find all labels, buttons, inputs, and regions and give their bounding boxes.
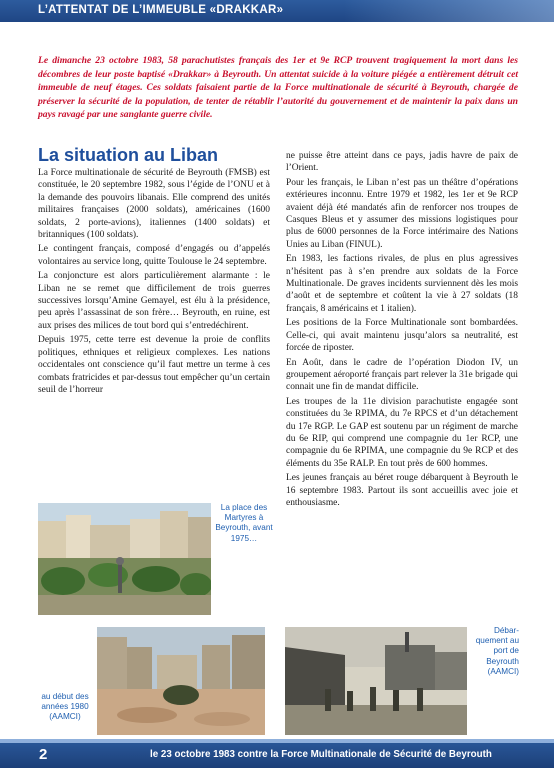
- paragraph: Depuis 1975, cette terre est devenue la proie de conflits politiques, ethniques et religieux complexes. Les nations occidentales ont conscience qu’il faut mettre un terme à ces combats fratricides et par-dessus tout empêcher qu’un certain seuil de l’horreur: [38, 335, 270, 395]
- paragraph: Le contingent français, composé d’engagés ou d’appelés volontaires au service long, quitte Toulouse le 24 septembre.: [38, 244, 270, 267]
- section-heading: La situation au Liban: [38, 145, 219, 165]
- paragraph: La conjoncture est alors particulièrement alarmante : le Liban ne se remet que difficilement de trois guerres successives lorsqu’Amine Gemayel, est élu à la présidence, peu après l’assassinat de son frère… Beyrouth, en ruine, est aux prises des milices de tout bord qui s’entredéchirent.: [38, 271, 270, 331]
- paragraph: ne puisse être atteint dans ce pays, jadis havre de paix de l’Orient.: [286, 151, 518, 174]
- paragraph: Pour les français, le Liban n’est pas un théâtre d’opérations extérieures inconnu. Entre 1979 et 1982, les 1er et 9e RCP avaient déjà été mandatés afin de renforcer nos troupes de Casques Bleus et y assumer des missions logistiques pour plus de 6000 personnes de la Force intérimaire des Nations Unies au Liban (FINUL).: [286, 177, 518, 250]
- text-column-left: [38, 167, 270, 398]
- paragraph: Les jeunes français au béret rouge débarquent à Beyrouth le 16 septembre 1983. Partout ils sont accueillis avec joie et enthousiasme.: [286, 473, 518, 508]
- intro-paragraph: Le dimanche 23 octobre 1983, 58 parachutistes français des 1er et 9e RCP trouvent tragiquement la mort dans les décombres de leur poste baptisé «Drakkar» à Beyrouth. Un attentat suicide à la voiture piégée a entièrement détruit cet immeuble de neuf étages. Ces soldats faisaient partie de la Force multinationale de sécurité à Beyrouth, chargée de préserver la sécurité de la population, de tenter de rétablir l’autorité du gouvernement et de maintenir la paix dans un pays ravagé par une sanglante guerre civile.: [38, 55, 518, 121]
- paragraph: La Force multinationale de sécurité de Beyrouth (FMSB) est constituée, le 20 septembre 1982, sous l’égide de l’ONU et à la demande des pouvoirs libanais. Elle comprend des unités militaires françaises (2000 soldats), américaines (1600 soldats, 2 porte-avions), italiennes (1400 soldats) et britanniques (100 soldats).: [38, 168, 270, 241]
- header-bar: [0, 0, 554, 22]
- photo-landing-port: [285, 627, 467, 735]
- footer-bar: [0, 739, 554, 768]
- paragraph: Les troupes de la 11e division parachutiste engagée sont constituées du 3e RPIMA, du 7e RPCS et d’un détachement du 17e RGP. Le GAP est soutenu par un régiment de marche du 6e RIP, qui comprend une compagnie du 1er RCP, une compagnie du 6e RPIMA, une compagnie du 9e RCP et des éléments du 35e RALP. En tout près de 600 hommes.: [286, 396, 518, 469]
- photo-martyrs-square: [38, 503, 211, 615]
- caption-photo3: Débar- quement au port de Beyrouth (AAMCI): [475, 626, 519, 676]
- paragraph: En 1983, les factions rivales, de plus en plus agressives n’hésitent pas à s’en prendre aux soldats de la Force Multinationale. De graves incidents surviennent dès les mois d’août et de septembre et coûtent la vie à 27 soldats (18 français, 8 américains et 1 italien).: [286, 254, 518, 314]
- caption-photo2: au début des années 1980 (AAMCI): [41, 692, 89, 722]
- paragraph: En Août, dans le cadre de l’opération Diodon IV, un groupement aéroporté français part relever la 31e brigade qui connait une fin de mandat difficile.: [286, 357, 518, 393]
- paragraph: Les positions de la Force Multinationale sont bombardées. Celle-ci, qui avait maintenu jusqu’alors sa neutralité, est forcée de riposter.: [286, 318, 518, 354]
- text-column-right: [286, 150, 518, 511]
- photo-ruins: [97, 627, 265, 735]
- header-title: L’ATTENTAT DE L’IMMEUBLE «DRAKKAR»: [38, 4, 284, 16]
- page-number: 2: [39, 746, 48, 763]
- footer-text: le 23 octobre 1983 contre la Force Multinationale de Sécurité de Beyrouth: [150, 749, 492, 760]
- caption-photo1: La place des Martyres à Beyrouth, avant 1975…: [215, 503, 273, 543]
